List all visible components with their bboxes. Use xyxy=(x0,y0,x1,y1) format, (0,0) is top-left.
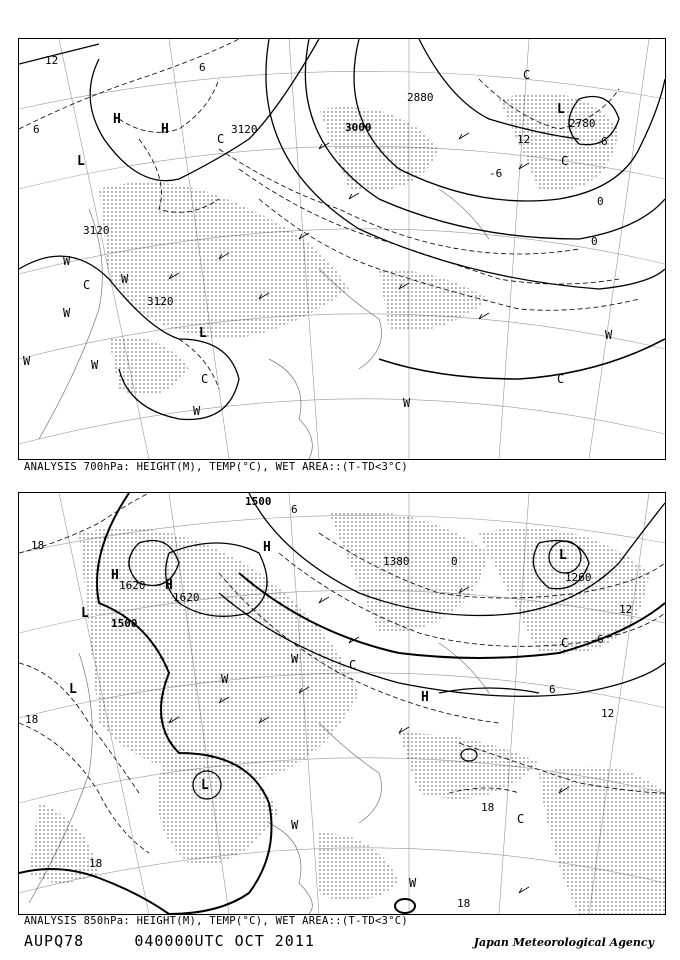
isotherm-label: 6 xyxy=(33,123,40,136)
isotherm-label: 12 xyxy=(45,54,59,67)
height-label: 1260 xyxy=(565,571,592,584)
height-label: 1380 xyxy=(383,555,410,568)
map-700hpa-canvas xyxy=(19,39,665,459)
height-label: 3120 xyxy=(83,224,110,237)
cold-marker: C xyxy=(217,132,225,146)
cold-marker: C xyxy=(557,372,565,386)
warm-marker: W xyxy=(291,652,299,666)
warm-marker: W xyxy=(63,306,71,320)
height-label: 1500 xyxy=(245,495,272,508)
cold-marker: C xyxy=(561,154,569,168)
low-center: L xyxy=(559,548,567,563)
warm-marker: W xyxy=(91,358,99,372)
isotherm-label: 18 xyxy=(89,857,103,870)
height-label: 2880 xyxy=(407,91,434,104)
height-label: 2780 xyxy=(569,117,596,130)
warm-marker: W xyxy=(121,272,129,286)
high-center: H xyxy=(421,690,429,705)
height-label: 1620 xyxy=(119,579,146,592)
height-label: 3000 xyxy=(345,121,372,134)
low-center: L xyxy=(81,606,89,621)
map-850hpa-canvas xyxy=(19,493,665,914)
warm-marker: W xyxy=(403,396,411,410)
cold-marker: C xyxy=(517,812,525,826)
isotherm-label: 6 xyxy=(601,135,608,148)
low-center: L xyxy=(557,102,565,117)
height-label: 3120 xyxy=(147,295,174,308)
warm-marker: W xyxy=(291,818,299,832)
isotherm-label: 12 xyxy=(601,707,615,720)
wet-areas xyxy=(99,93,619,395)
low-center: L xyxy=(69,682,77,697)
warm-marker: W xyxy=(193,404,201,418)
high-center: H xyxy=(113,112,121,127)
high-center: H xyxy=(165,578,173,593)
isotherm-label: 6 xyxy=(597,633,604,646)
height-label: 1500 xyxy=(111,617,138,630)
low-center: L xyxy=(201,778,209,793)
isotherm-label: 0 xyxy=(451,555,458,568)
isotherm-label: 0 xyxy=(591,235,598,248)
warm-marker: W xyxy=(409,876,417,890)
low-center: L xyxy=(199,326,207,341)
isotherm-label: 0 xyxy=(597,195,604,208)
isotherm-label: 6 xyxy=(199,61,206,74)
isotherm-label: 18 xyxy=(25,713,39,726)
cold-marker: C xyxy=(523,68,531,82)
height-label: 1620 xyxy=(173,591,200,604)
warm-marker: W xyxy=(23,354,31,368)
product-code: AUPQ78 040000UTC OCT 2011 xyxy=(24,932,315,950)
warm-marker: W xyxy=(605,328,613,342)
warm-marker: W xyxy=(221,672,229,686)
caption-700hpa: ANALYSIS 700hPa: HEIGHT(M), TEMP(°C), WET AREA::(T-TD<3°C) xyxy=(24,461,409,473)
isotherm-label: 12 xyxy=(517,133,531,146)
high-center: H xyxy=(111,568,119,583)
isotherm-label: -6 xyxy=(489,167,503,180)
cold-marker: C xyxy=(349,658,357,672)
isotherm-label: 12 xyxy=(619,603,633,616)
map-700hpa xyxy=(18,38,666,460)
cold-marker: C xyxy=(561,636,569,650)
low-center: L xyxy=(77,154,85,169)
high-center: H xyxy=(161,122,169,137)
isotherm-label: 6 xyxy=(291,503,298,516)
isotherm-label: 18 xyxy=(457,897,471,910)
agency-name: Japan Meteorological Agency xyxy=(473,936,654,949)
cold-marker: C xyxy=(201,372,209,386)
height-label: 3120 xyxy=(231,123,258,136)
caption-850hpa: ANALYSIS 850hPa: HEIGHT(M), TEMP(°C), WET AREA::(T-TD<3°C) xyxy=(24,915,409,927)
cold-marker: C xyxy=(83,278,91,292)
isotherm-label: 18 xyxy=(31,539,45,552)
high-center: H xyxy=(263,540,271,555)
isotherm-label: 6 xyxy=(549,683,556,696)
map-850hpa xyxy=(18,492,666,915)
warm-marker: W xyxy=(63,254,71,268)
isotherm-label: 18 xyxy=(481,801,495,814)
